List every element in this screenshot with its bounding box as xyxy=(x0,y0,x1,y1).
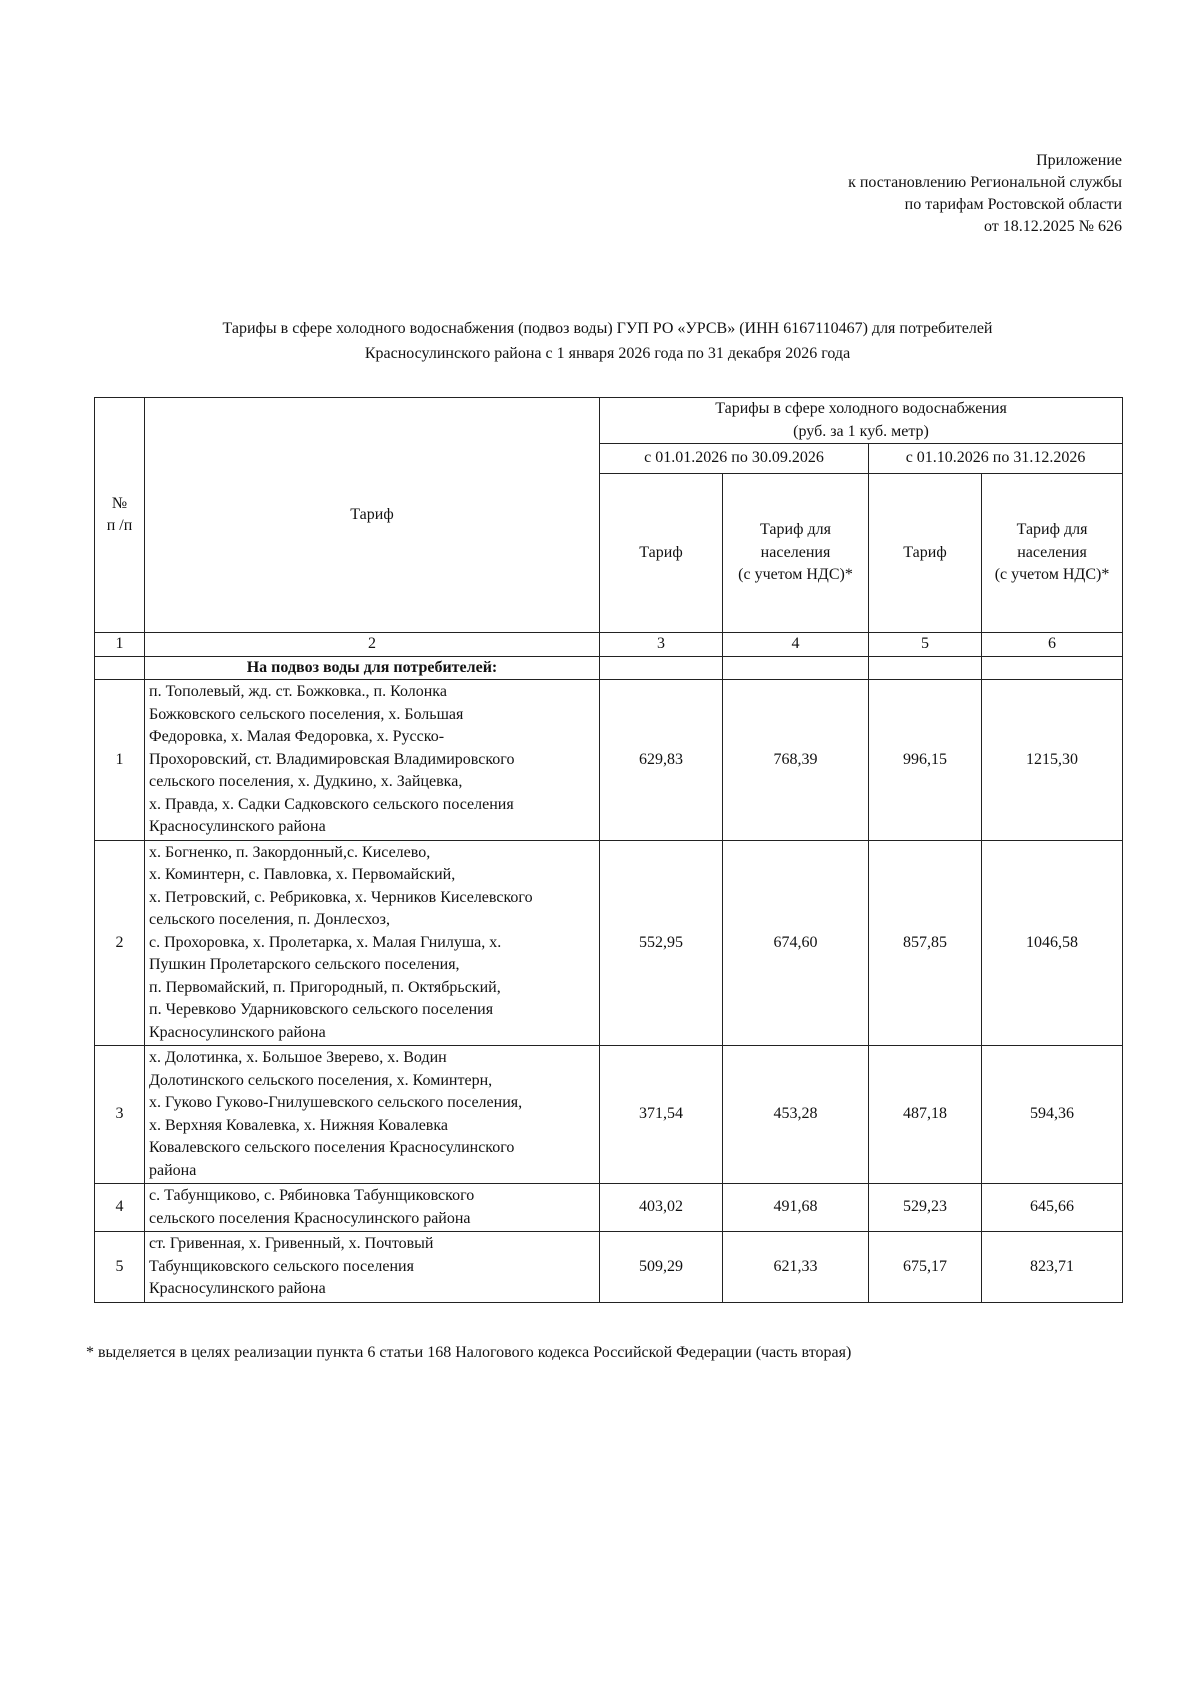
header-period-1: с 01.01.2026 по 30.09.2026 xyxy=(600,444,869,474)
row-number: 3 xyxy=(95,1046,145,1184)
appendix-line-4: от 18.12.2025 № 626 xyxy=(983,218,1122,235)
locality-line: Пушкин Пролетарского сельского поселения, xyxy=(149,956,460,973)
population-tariff-period-2: 1215,30 xyxy=(982,680,1123,841)
section-row xyxy=(95,656,1123,680)
locality-line: х. Коминтерн, с. Павловка, х. Первомайский, xyxy=(149,866,456,883)
column-number: 6 xyxy=(982,633,1123,657)
locality-line: Федоровка, х. Малая Федоровка, х. Русско- xyxy=(149,728,445,745)
column-number-row xyxy=(95,633,1123,657)
table-row xyxy=(95,1046,1123,1184)
locality-line: с. Табунщиково, с. Рябиновка Табунщиковского xyxy=(149,1187,475,1204)
tariff-period-2: 857,85 xyxy=(869,840,982,1046)
locality-line: сельского поселения Красносулинского района xyxy=(149,1209,471,1227)
tariff-period-1: 509,29 xyxy=(600,1232,723,1303)
locality-line: с. Прохоровка, х. Пролетарка, х. Малая Гнилуша, х. xyxy=(149,933,502,951)
tariff-period-1: 629,83 xyxy=(600,680,723,841)
header-col-population-1 xyxy=(723,474,869,633)
population-tariff-period-2: 594,36 xyxy=(982,1046,1123,1184)
header-pop2-line-2: населения xyxy=(1017,543,1087,561)
column-number: 1 xyxy=(95,633,145,657)
row-localities xyxy=(145,840,600,1046)
appendix-block xyxy=(522,150,1122,238)
locality-line: сельского поселения, х. Дудкино, х. Зайцевка, xyxy=(149,773,463,790)
row-localities xyxy=(145,1184,600,1232)
population-tariff-period-2: 823,71 xyxy=(982,1232,1123,1303)
tariff-period-2: 487,18 xyxy=(869,1046,982,1184)
header-number-sign: № xyxy=(111,494,128,512)
locality-line: Табунщиковского сельского поселения xyxy=(149,1257,414,1275)
document-title xyxy=(80,316,1135,366)
column-number: 4 xyxy=(723,633,869,657)
header-tariff-name: Тариф xyxy=(145,398,600,633)
locality-line: х. Правда, х. Садки Садковского сельского поселения xyxy=(149,795,514,813)
row-localities xyxy=(145,680,600,841)
table-row xyxy=(95,1232,1123,1303)
section-label: На подвоз воды для потребителей: xyxy=(145,656,600,680)
header-group-cell xyxy=(600,398,1123,444)
tariff-period-1: 371,54 xyxy=(600,1046,723,1184)
column-number: 2 xyxy=(145,633,600,657)
table-row xyxy=(95,1184,1123,1232)
tariff-period-1: 403,02 xyxy=(600,1184,723,1232)
row-number: 4 xyxy=(95,1184,145,1232)
header-pop1-line-3: (с учетом НДС)* xyxy=(738,566,853,584)
row-number: 5 xyxy=(95,1232,145,1303)
locality-line: х. Гуково Гуково-Гнилушевского сельского поселения, xyxy=(149,1094,523,1111)
header-col-tariff-1: Тариф xyxy=(600,474,723,633)
header-pop1-line-2: населения xyxy=(760,543,831,561)
locality-line: п. Тополевый, жд. ст. Божковка., п. Колонка xyxy=(149,683,447,700)
table-row xyxy=(95,840,1123,1046)
column-number: 3 xyxy=(600,633,723,657)
locality-line: Красносулинского района xyxy=(149,1023,326,1041)
column-number: 5 xyxy=(869,633,982,657)
header-number-cell xyxy=(95,398,145,633)
table-row xyxy=(95,680,1123,841)
section-empty-cell xyxy=(869,656,982,680)
tariff-period-2: 529,23 xyxy=(869,1184,982,1232)
appendix-line-1: Приложение xyxy=(1036,152,1122,169)
section-empty-cell xyxy=(600,656,723,680)
locality-line: п. Первомайский, п. Пригородный, п. Октябрьский, xyxy=(149,978,501,996)
section-empty-cell xyxy=(982,656,1123,680)
tariff-period-2: 675,17 xyxy=(869,1232,982,1303)
locality-line: сельского поселения, п. Донлесхоз, xyxy=(149,911,390,928)
locality-line: х. Петровский, с. Ребриковка, х. Черников Киселевского xyxy=(149,888,533,906)
tariff-period-2: 996,15 xyxy=(869,680,982,841)
population-tariff-period-1: 453,28 xyxy=(723,1046,869,1184)
locality-line: Прохоровский, ст. Владимировская Владимировского xyxy=(149,750,515,768)
locality-line: х. Верхняя Ковалевка, х. Нижняя Ковалевка xyxy=(149,1116,448,1134)
row-localities xyxy=(145,1232,600,1303)
locality-line: Долотинского сельского поселения, х. Коминтерн, xyxy=(149,1071,493,1089)
header-pop1-line-1: Тариф для xyxy=(760,521,831,539)
locality-line: п. Черевково Ударниковского сельского поселения xyxy=(149,1001,494,1018)
header-col-tariff-2: Тариф xyxy=(869,474,982,633)
header-group-line-2: (руб. за 1 куб. метр) xyxy=(793,422,929,440)
population-tariff-period-2: 645,66 xyxy=(982,1184,1123,1232)
locality-line: х. Долотинка, х. Большое Зверево, х. Водин xyxy=(149,1049,447,1066)
locality-line: ст. Гривенная, х. Гривенный, х. Почтовый xyxy=(149,1235,434,1252)
section-empty-cell xyxy=(95,656,145,680)
population-tariff-period-1: 621,33 xyxy=(723,1232,869,1303)
locality-line: района xyxy=(149,1161,197,1179)
header-group-line-1: Тарифы в сфере холодного водоснабжения xyxy=(715,400,1007,417)
population-tariff-period-1: 674,60 xyxy=(723,840,869,1046)
population-tariff-period-1: 491,68 xyxy=(723,1184,869,1232)
row-number: 2 xyxy=(95,840,145,1046)
locality-line: Божковского сельского поселения, х. Большая xyxy=(149,705,464,723)
appendix-line-3: по тарифам Ростовской области xyxy=(904,196,1122,213)
header-col-population-2 xyxy=(982,474,1123,633)
tariffs-table xyxy=(94,397,1123,1303)
title-line-2: Красносулинского района с 1 января 2026 года по 31 декабря 2026 года xyxy=(364,345,851,362)
section-empty-cell xyxy=(723,656,869,680)
header-period-2: с 01.10.2026 по 31.12.2026 xyxy=(869,444,1123,474)
population-tariff-period-2: 1046,58 xyxy=(982,840,1123,1046)
header-pop2-line-1: Тариф для xyxy=(1016,521,1088,539)
tariff-period-1: 552,95 xyxy=(600,840,723,1046)
title-line-1: Тарифы в сфере холодного водоснабжения (подвоз воды) ГУП РО «УРСВ» (ИНН 6167110467) для потребителей xyxy=(222,320,993,337)
appendix-line-2: к постановлению Региональной службы xyxy=(848,174,1122,191)
population-tariff-period-1: 768,39 xyxy=(723,680,869,841)
locality-line: х. Богненко, п. Закордонный,с. Киселево, xyxy=(149,843,431,861)
locality-line: Красносулинского района xyxy=(149,818,326,835)
locality-line: Красносулинского района xyxy=(149,1280,326,1297)
row-number: 1 xyxy=(95,680,145,841)
locality-line: Ковалевского сельского поселения Красносулинского xyxy=(149,1139,515,1156)
header-number-sub: п /п xyxy=(106,517,133,534)
header-pop2-line-3: (с учетом НДС)* xyxy=(994,566,1110,584)
footnote: * выделяется в целях реализации пункта 6 статьи 168 Налогового кодекса Российской Федерации (часть вторая) xyxy=(86,1344,852,1361)
row-localities xyxy=(145,1046,600,1184)
